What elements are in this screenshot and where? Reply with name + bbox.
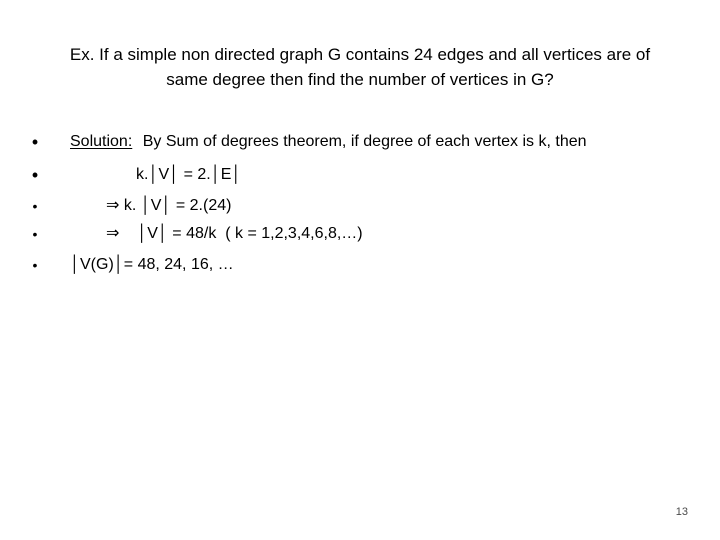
solution-text: By Sum of degrees theorem, if degree of each vertex is k, then [142, 133, 587, 150]
answer-line: │V(G)│= 48, 24, 16, … [70, 256, 234, 273]
solution-label: Solution: [70, 133, 133, 150]
bullet-line-4 [30, 222, 363, 246]
bullet-icon: • [32, 198, 38, 214]
equation-degree-sum: k.│V│ = 2.│E│ [136, 166, 242, 183]
page-number: 13 [675, 506, 688, 518]
title-line-2: same degree then find the number of vertices in G? [166, 70, 554, 89]
equation-substitution: ⇒ k. │V│ = 2.(24) [106, 197, 232, 214]
solution-line [70, 130, 587, 154]
equation-vertex-count: ⇒ │V│ = 48/k ( k = 1,2,3,4,6,8,…) [106, 225, 363, 242]
bullet-line-2 [30, 163, 241, 187]
bullet-icon: • [32, 226, 38, 242]
slide-title [40, 42, 680, 92]
title-line-1: Ex. If a simple non directed graph G contains 24 edges and all vertices are of [69, 45, 651, 64]
bullet-line-3 [30, 194, 231, 218]
bullet-icon: • [32, 257, 38, 273]
bullet-icon: • [31, 132, 39, 152]
bullet-icon: • [31, 165, 39, 185]
bullet-line-5 [30, 253, 234, 277]
bullet-line-solution [30, 130, 587, 154]
